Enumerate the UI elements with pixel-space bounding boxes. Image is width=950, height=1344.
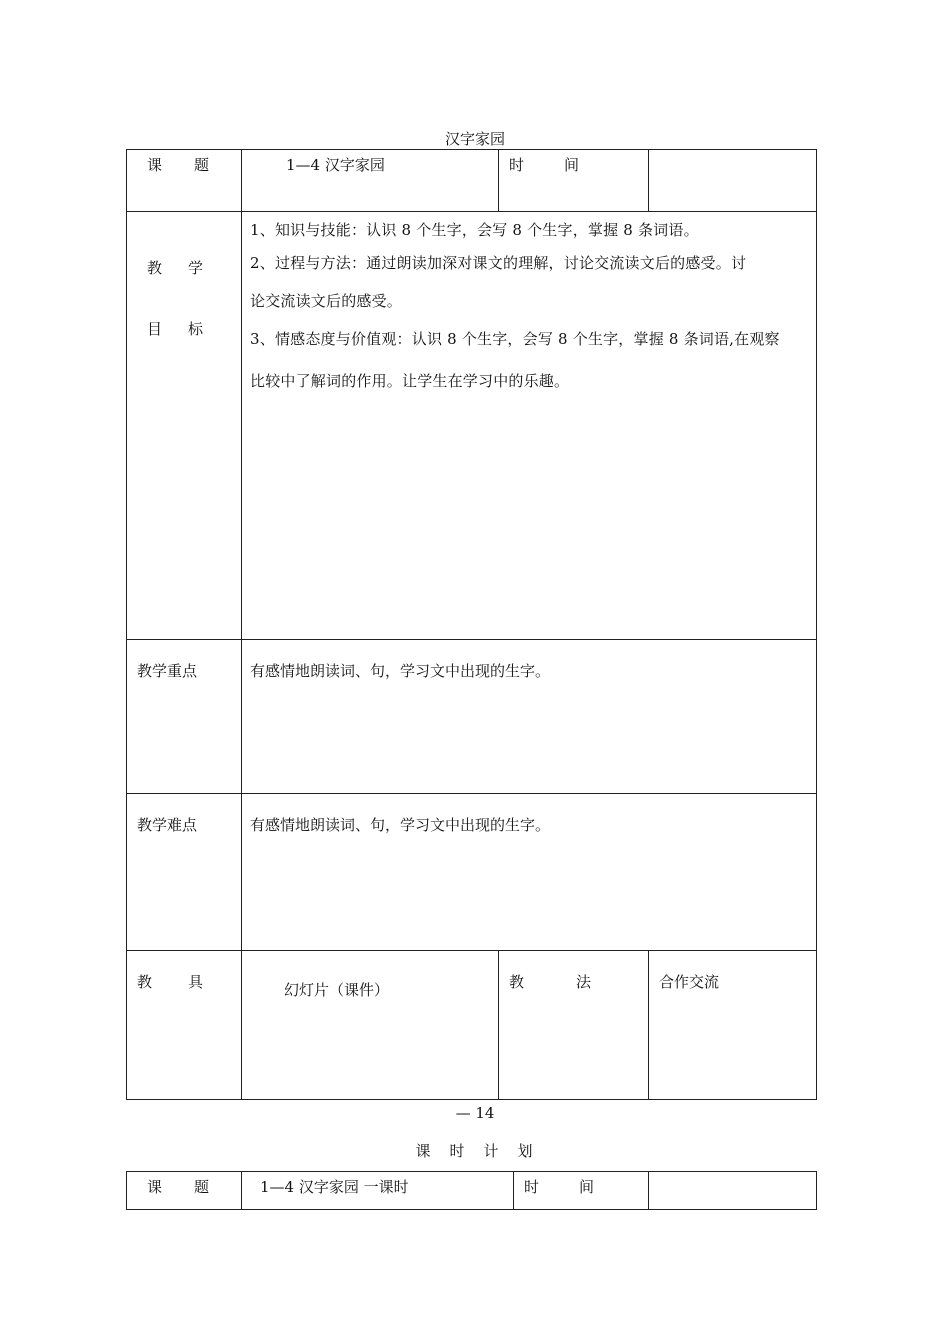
p2-time-label-a: 时 <box>524 1178 540 1196</box>
objective-line-1: 1、知识与技能：认识 8 个生字，会写 8 个生字，掌握 8 条词语。 <box>250 221 699 239</box>
topic-label-a: 课 <box>147 156 163 174</box>
p2-topic-value: 1—4 汉字家园 一课时 <box>260 1178 409 1196</box>
objectives-label-c: 目 <box>147 320 163 338</box>
difficulties-value: 有感情地朗读词、句，学习文中出现的生字。 <box>250 816 551 834</box>
page2-title: 课 时 计 划 <box>415 1142 535 1160</box>
objective-line-5: 比较中了解词的作用。让学生在学习中的乐趣。 <box>250 372 570 390</box>
time-value-cell <box>649 150 817 212</box>
objectives-cell <box>242 212 817 640</box>
key-points-label: 教学重点 <box>137 662 198 680</box>
p2-time-label-b: 间 <box>578 1178 594 1196</box>
lesson-plan-table <box>126 149 817 1100</box>
tools-label-cell <box>127 951 242 1100</box>
p2-topic-value-cell <box>242 1172 514 1210</box>
topic-label-cell <box>127 150 242 212</box>
difficulties-label: 教学难点 <box>137 816 198 834</box>
method-label-a: 教 <box>509 973 525 991</box>
tools-value-cell <box>242 951 499 1100</box>
objective-line-4: 3、情感态度与价值观：认识 8 个生字，会写 8 个生字，掌握 8 条词语,在观察 <box>250 330 780 348</box>
topic-value-cell <box>242 150 499 212</box>
topic-label-b: 题 <box>193 156 209 174</box>
p2-topic-label-a: 课 <box>147 1178 163 1196</box>
time-label-a: 时 <box>509 156 525 174</box>
p2-topic-label-cell <box>127 1172 242 1210</box>
page-number: — 14 <box>455 1104 495 1122</box>
objectives-label-d: 标 <box>187 320 203 338</box>
time-label-b: 间 <box>563 156 579 174</box>
key-points-label-cell <box>127 640 242 794</box>
tools-value: 幻灯片（课件） <box>284 981 390 999</box>
key-points-value: 有感情地朗读词、句，学习文中出现的生字。 <box>250 662 551 680</box>
objectives-label-cell <box>127 212 242 640</box>
tools-label-a: 教 <box>137 973 153 991</box>
method-value: 合作交流 <box>659 973 720 991</box>
method-label-cell <box>499 951 649 1100</box>
objectives-text <box>242 212 816 404</box>
objectives-label-b: 学 <box>187 259 203 277</box>
page-title: 汉字家园 <box>444 130 505 148</box>
method-label-b: 法 <box>575 973 591 991</box>
time-label-cell <box>499 150 649 212</box>
difficulties-cell <box>242 794 817 951</box>
p2-topic-label-b: 题 <box>193 1178 209 1196</box>
key-points-cell <box>242 640 817 794</box>
objectives-label-a: 教 <box>147 259 163 277</box>
objective-line-3: 论交流读文后的感受。 <box>250 292 403 310</box>
method-value-cell <box>649 951 817 1100</box>
p2-time-value-cell <box>649 1172 817 1210</box>
objective-line-2: 2、过程与方法：通过朗读加深对课文的理解，讨论交流读文后的感受。讨 <box>250 254 747 272</box>
topic-value: 1—4 汉字家园 <box>286 156 385 174</box>
lesson-plan-table-2 <box>126 1171 817 1210</box>
p2-time-label-cell <box>514 1172 649 1210</box>
tools-label-b: 具 <box>187 973 203 991</box>
difficulties-label-cell <box>127 794 242 951</box>
